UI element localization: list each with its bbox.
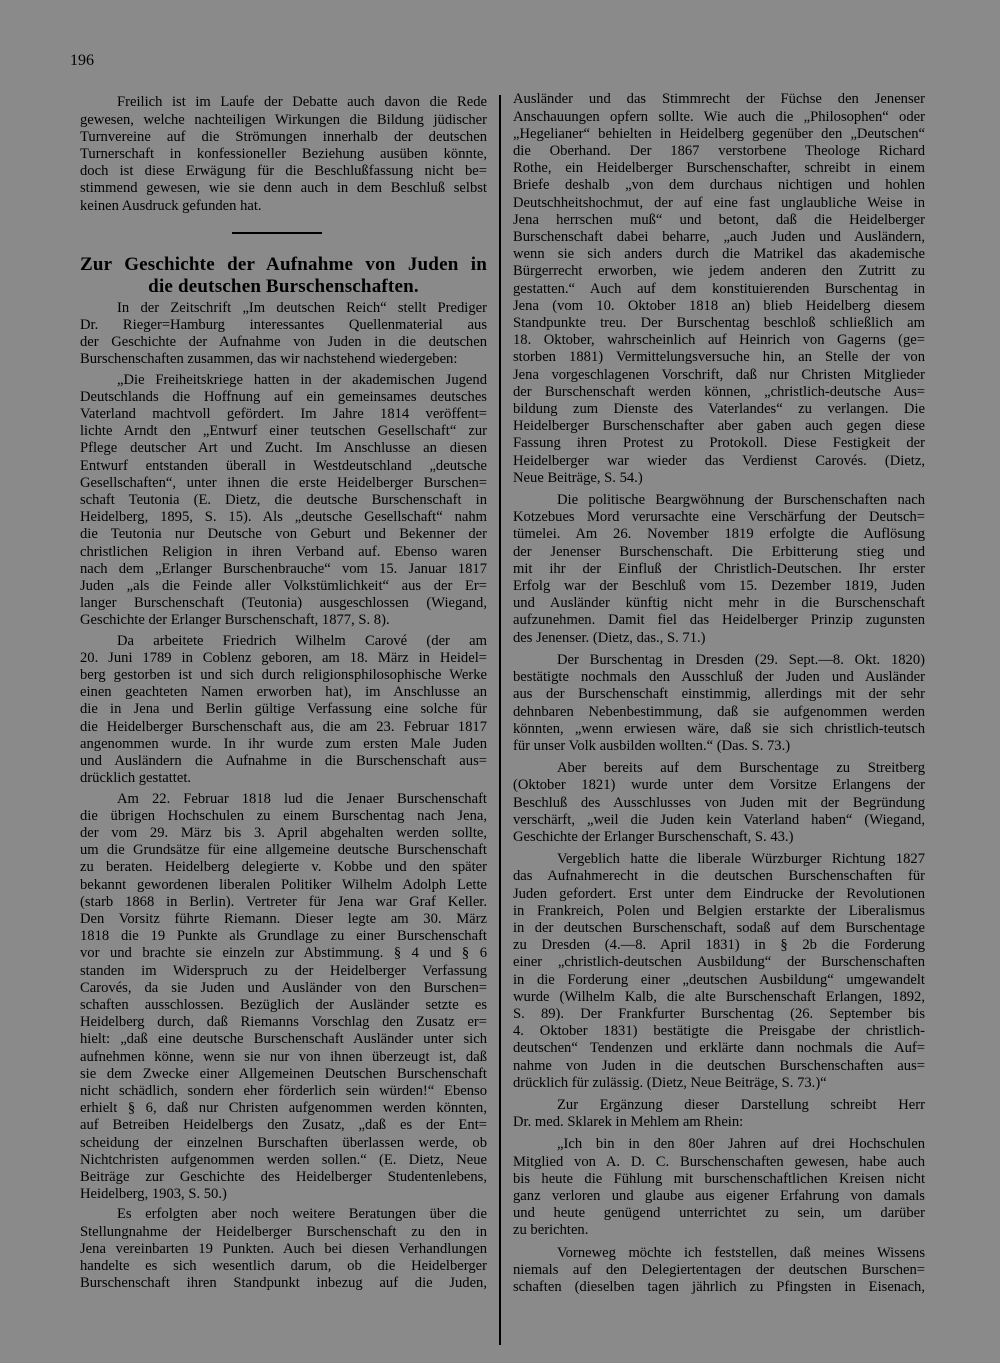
text-line: könnten, „wenn erwiesen wäre, daß sie sich christlich-teutsch	[513, 720, 925, 737]
column-divider	[499, 95, 501, 1345]
text-line: tümelei. Am 26. November 1819 erfolgte die Auflösung	[513, 526, 925, 543]
text-line: Burschenschaften zusammen, das wir nachstehend wiedergeben:	[80, 351, 458, 368]
text-line: gewesen, welche nachteiligen Wirkungen die Bildung jüdischer	[80, 111, 487, 128]
text-line: bestätigte nochmals den Ausschluß der Juden und Ausländer	[513, 669, 925, 686]
text-line: Fassung ihren Protest zu Protokoll. Diese Festigkeit der	[513, 435, 925, 452]
paragraph	[80, 1206, 487, 1292]
text-line: Neue Beiträge, S. 54.)	[513, 469, 643, 486]
text-line: S. 89). Der Frankfurter Burschentag (26. September bis	[513, 1005, 925, 1022]
text-line: Erfolg war der Beschluß vom 15. Dezember 1819, Juden	[513, 578, 925, 595]
text-line: in die Forderung einer „deutschen Ausbildung“ umgewandelt	[513, 971, 925, 988]
text-line: Entwurf entstanden überall in Westdeutschland „deutsche	[80, 457, 487, 474]
text-line: in der deutschen Burschenschaft, sodaß auf dem Burschentage	[513, 919, 925, 936]
text-line: Briefe deshalb „von dem durchaus nichtigen und hohlen	[513, 177, 925, 194]
text-line: verschärft, „weil die Juden kein Vaterland haben“ (Wiegand,	[513, 811, 925, 828]
text-line: zu Dresden (4.—8. April 1831) in § 2b die Forderung	[513, 937, 925, 954]
text-line: für unser Volk ausbilden wollten.“ (Das. S. 73.)	[513, 737, 791, 754]
text-line: Aber bereits auf dem Burschentage zu Streitberg	[557, 760, 925, 777]
text-line: schaft Teutonia (E. Dietz, die deutsche Burschenschaft in	[80, 492, 487, 509]
text-line: lichte Arndt den „Entwurf einer teutschen Gesellschaft“ zur	[80, 423, 487, 440]
text-line: keinen Ausdruck gefunden hat.	[80, 197, 262, 214]
text-line: „Die Freiheitskriege hatten in der akademischen Jugend	[117, 371, 487, 388]
text-line: dehnbaren Nebenbestimmung, daß sie aufgenommen werden	[513, 703, 925, 720]
text-line: Deutschlands die Hoffnung auf ein gemeinsames deutsches	[80, 388, 487, 405]
text-line: scheidung der einzelnen Burschaften überlassen werde, ob	[80, 1134, 487, 1151]
text-line: um die Grundsätze für eine allgemeine deutsche Burschenschaft	[80, 842, 487, 859]
text-line: „Hegelianer“ behielten in Heidelberg gegenüber den „Deutschen“	[513, 125, 925, 142]
text-line: Burschenschaft dabei beharre, „auch Juden und Ausländern,	[513, 229, 925, 246]
paragraph	[80, 372, 487, 630]
text-line: Pflege deutscher Art und Zucht. Im Anschlusse an diesen	[80, 440, 487, 457]
text-line: Dr. Rieger=Hamburg interessantes Quellenmaterial aus	[80, 317, 487, 334]
text-line: die Oberhand. Der 1867 verstorbene Theologe Richard	[513, 143, 925, 159]
text-line: Vergeblich hatte die liberale Würzburger Richtung 1827	[557, 851, 925, 868]
text-line: Heidelberger Burschenschafter aber gaben auch gegen diese	[513, 418, 925, 435]
paragraph	[513, 851, 925, 1092]
text-line: Turnerschaft in konfessioneller Beziehung ausüben könnte,	[80, 146, 487, 162]
text-line: der Geschichte der Aufnahme von Juden in die deutschen	[80, 334, 487, 351]
paragraph	[513, 492, 925, 647]
text-line: Standpunkte treu. Der Burschentag beschloß schließlich am	[513, 315, 925, 332]
left-column	[80, 94, 487, 1292]
text-line: Die politische Beargwöhnung der Burschenschaften nach	[557, 492, 925, 509]
text-line: das Aufnahmerecht in die deutschen Burschenschaften für	[513, 868, 925, 885]
text-line: nicht schädlich, sondern eher förderlich sein würden!“ Ebenso	[80, 1082, 487, 1099]
text-line: der Jenenser Burschenschaft. Die Erbitterung stieg und	[513, 543, 925, 560]
section-divider-rule	[232, 232, 322, 234]
text-line: einer „christlich-deutschen Ausbildung“ der Burschenschaften	[513, 954, 925, 971]
text-line: 4. Oktober 1831) bestätigte die Preisgabe der christlich-	[513, 1023, 925, 1040]
text-line: die Teutonia nur Deutsche von Geburt und Bekenner der	[80, 526, 487, 543]
text-line: Zur Ergänzung dieser Darstellung schreibt Herr	[557, 1096, 925, 1113]
text-line: Geschichte der Erlanger Burschenschaft, S. 43.)	[513, 828, 794, 845]
text-line: Gesellschaften“, unter ihnen die erste Heidelberger Burschen=	[80, 474, 487, 491]
text-line: Burschenschaft ihren Standpunkt inbezug auf die Juden,	[80, 1275, 487, 1292]
text-line: Ausländer und das Stimmrecht der Füchse den Jenenser	[513, 91, 925, 108]
text-line: Heidelberg durch, daß Riemanns Vorschlag den Zusatz er=	[80, 1014, 487, 1031]
text-line: Heidelberger war wieder das Verdienst Carovés. (Dietz,	[513, 452, 925, 469]
text-line: christlichen Religion in ihren Verband auf. Ebenso waren	[80, 543, 487, 560]
text-line: Rothe, ein Heidelberger Burschenschafter, schreibt in einem	[513, 160, 925, 177]
text-line: Heidelberg, 1903, S. 50.)	[80, 1186, 227, 1203]
text-line: wurde (Wilhelm Kalb, die alte Burschenschaft Erlangen, 1892,	[513, 988, 925, 1005]
text-line: und Ausländern die Aufnahme in die Burschenschaft aus=	[80, 753, 487, 770]
paragraph	[513, 652, 925, 755]
text-line: der vom 29. März bis 3. April abgehalten werden sollte,	[80, 824, 487, 841]
text-line: handelte es sich wesentlich darum, ob die Heidelberger	[80, 1257, 487, 1274]
text-line: standen im Widerspruch zu der Heidelberger Verfassung	[80, 962, 487, 979]
text-line: Vorneweg möchte ich feststellen, daß meines Wissens	[557, 1244, 925, 1261]
text-line: (Oktober 1821) wurde unter dem Vorsitze Erlangens der	[513, 777, 925, 794]
text-line: die übrigen Hochschulen zu einem Burschentag nach Jena,	[80, 807, 487, 824]
text-line: doch ist diese Erwägung für die Beschlußfassung nicht be=	[80, 163, 487, 180]
text-line: 20. Juni 1789 in Coblenz geboren, am 18. März in Heidel=	[80, 649, 487, 666]
text-line: drücklich gestattet.	[80, 770, 192, 787]
text-line: Kotzebues Mord verursachte eine Verschärfung der Deutsch=	[513, 509, 925, 526]
text-line: erhielt § 6, daß nur Christen aufgenommen werden könnten,	[80, 1100, 487, 1117]
text-line: storben 1881) Vermittelungsversuche hin, an Stelle der von	[513, 349, 925, 366]
paragraph	[513, 760, 925, 846]
text-line: drücklich für zulässig. (Dietz, Neue Beiträge, S. 73.)“	[513, 1074, 827, 1091]
text-line: in Frankreich, Polen und Belgien erstarkte der Liberalismus	[513, 902, 925, 919]
text-line: und heute genügend unterrichtet zu sein, um darüber	[513, 1205, 925, 1222]
text-line: Es erfolgten aber noch weitere Beratungen über die	[117, 1206, 487, 1223]
text-line: 1818 die 19 Punkte als Grundlage zu einer Burschenschaft	[80, 928, 487, 945]
text-line: aufzunehmen. Damit fiel das Heidelberger Prinzip zugunsten	[513, 612, 925, 629]
text-line: bildung zum Dienste des Vaterlandes“ zu verlangen. Die	[513, 401, 925, 418]
text-line: ganz verloren und glaube aus eigener Erfahrung von damals	[513, 1187, 925, 1204]
text-line: die Heidelberger Burschenschaft aus, die am 23. Februar 1817	[80, 718, 487, 735]
paragraph	[513, 1245, 925, 1297]
text-line: Jena (vom 10. Oktober 1818 an) blieb Heidelberg diesem	[513, 297, 925, 314]
page-number: 196	[70, 52, 94, 69]
text-line: auf Betreiben Heidelbergs den Zusatz, „daß es der Ent=	[80, 1117, 487, 1134]
text-line: sie dem Zwecke einer Allgemeinen Deutschen Burschenschaft	[80, 1065, 487, 1082]
text-line: stimmend gewesen, wie sie denn auch in dem Beschluß selbst	[80, 180, 487, 197]
text-line: zu berichten.	[513, 1222, 589, 1239]
text-line: Heidelberg, 1895, S. 15). Als „deutsche Gesellschaft“ nahm	[80, 509, 487, 526]
paragraph	[513, 1097, 925, 1131]
text-line: Am 22. Februar 1818 lud die Jenaer Burschenschaft	[117, 790, 487, 807]
text-line: Jena vorgeschlagenen Vorschrift, daß nur Christen Mitglieder	[513, 366, 925, 383]
paragraph	[80, 791, 487, 1204]
text-line: nahme von Juden in die deutschen Burschenschaften aus=	[513, 1057, 925, 1074]
text-line: Turnvereine auf die Strömungen innerhalb der deutschen	[80, 128, 487, 145]
paragraph	[80, 94, 487, 214]
text-line: vor und brachte sie einzeln zur Abstimmung. § 4 und § 6	[80, 945, 487, 962]
text-line: und Ausländer künftig nicht mehr in die Burschenschaft	[513, 595, 925, 612]
text-line: schaften (dieselben tagen jährlich zu Pfingsten in Eisenach,	[513, 1279, 925, 1295]
text-line: Da arbeitete Friedrich Wilhelm Carové (der am	[117, 632, 487, 649]
text-line: Vaterland machtvoll gefördert. Im Jahre 1814 veröffent=	[80, 406, 487, 423]
text-line: des Jenenser. (Dietz, das., S. 71.)	[513, 629, 706, 646]
paragraph	[513, 1136, 925, 1239]
text-line: zu beraten. Heidelberg delegierte v. Kobbe und den später	[80, 859, 487, 876]
text-line: (starb 1868 in Berlin). Vertreter für Jena war Graf Keller.	[80, 893, 487, 910]
text-line: bekannt gewordenen liberalen Politiker Wilhelm Adolph Lette	[80, 876, 487, 893]
text-line: Jena vereinbarten 19 Punkten. Auch bei diesen Verhandlungen	[80, 1240, 487, 1257]
text-line: Bürgerrecht erworben, wie jedem anderen den Zutritt zu	[513, 263, 925, 280]
text-line: Freilich ist im Laufe der Debatte auch davon die Rede	[117, 94, 487, 111]
text-line: Dr. med. Sklarek in Mehlem am Rhein:	[513, 1114, 744, 1131]
text-line: angenommen wurde. In ihr wurde zum ersten Male Juden	[80, 735, 487, 752]
text-line: bis heute die Fühlung mit burschenschaftlichen Kreisen nicht	[513, 1170, 925, 1187]
text-line: hielt: „daß eine deutsche Burschenschaft Ausländer unter sich	[80, 1031, 487, 1048]
text-line: schaften ausschlossen. Bezüglich der Ausländer setzte es	[80, 996, 487, 1013]
text-line: Carovés, da sie Juden und Ausländer von den Burschen=	[80, 979, 487, 996]
paragraph	[513, 91, 925, 487]
text-line: Der Burschentag in Dresden (29. Sept.—8. Okt. 1820)	[557, 651, 925, 668]
paragraph	[80, 300, 487, 369]
text-line: Anschauungen opfern sollte. Wie auch die „Philosophen“ oder	[513, 108, 925, 125]
text-line: In der Zeitschrift „Im deutschen Reich“ stellt Prediger	[117, 299, 487, 316]
text-line: langer Burschenschaft (Teutonia) ausgeschlossen (Wiegand,	[80, 595, 487, 612]
text-line: 18. Oktober, wahrscheinlich auf Heinrich von Gagerns (ge=	[513, 332, 925, 349]
text-line: der Burschenschaft werden können, „christlich-deutsche Aus=	[513, 383, 925, 400]
text-line: einen geachteten Namen erworben hat), im Anschlusse an	[80, 684, 487, 701]
text-line: aus der Burschenschaft einstimmig, allerdings mit der sehr	[513, 686, 925, 703]
text-line: gestatten.“ Auch auf dem konstituierenden Burschentag in	[513, 280, 925, 297]
article-heading	[80, 254, 487, 298]
text-line: aufnehmen könne, wenn sie nur von ihnen überzeugt ist, daß	[80, 1048, 487, 1065]
text-line: Jena herrschen muß“ und betont, daß die Heidelberger	[513, 211, 925, 228]
heading-line: Zur Geschichte der Aufnahme von Juden in	[80, 253, 487, 275]
text-line: Mitglied von A. D. C. Burschenschaften gewesen, habe auch	[513, 1153, 925, 1170]
right-column	[513, 91, 925, 1296]
text-line: Nichtchristen aufgenommen werden sollen.“ (E. Dietz, Neue	[80, 1151, 487, 1168]
text-line: Den Vorsitz führte Riemann. Dieser legte am 30. März	[80, 910, 487, 927]
text-line: nach dem „Erlanger Burschenbrauche“ vom 15. Januar 1817	[80, 560, 487, 577]
text-line: Beschluß des Ausschlusses von Juden mit der Begründung	[513, 794, 925, 811]
text-line: wenn sie sich anders durch die Matrikel das akademische	[513, 246, 925, 263]
paragraph	[80, 633, 487, 788]
text-line: Deutschheitshochmut, der auf eine fast unglaubliche Weise in	[513, 194, 925, 211]
text-line: die in Jena und Berlin gültige Verfassung eine solche für	[80, 701, 487, 718]
text-line: mit ihr der Einfluß der Christlich-Deutschen. Ihr erster	[513, 560, 925, 577]
heading-line: die deutschen Burschenschaften.	[148, 275, 419, 297]
text-line: „Ich bin in den 80er Jahren auf drei Hochschulen	[557, 1136, 925, 1153]
text-line: Stellungnahme der Heidelberger Burschenschaft zu den in	[80, 1223, 487, 1240]
text-line: Geschichte der Erlanger Burschenschaft, 1877, S. 8).	[80, 612, 390, 629]
text-line: niemals auf den Delegiertentagen der deutschen Burschen=	[513, 1261, 925, 1278]
text-line: Juden gefordert. Erst unter dem Eindrucke der Revolutionen	[513, 885, 925, 902]
text-line: deutschen“ Tendenzen und erklärte dann nochmals die Auf=	[513, 1040, 925, 1057]
text-line: berg gestorben ist und sich durch religionsphilosophische Werke	[80, 667, 487, 684]
text-line: Beiträge zur Geschichte des Heidelberger Studentenlebens,	[80, 1168, 487, 1185]
text-line: Juden „als die Feinde aller Volkstümlichkeit“ aus der Er=	[80, 578, 487, 595]
